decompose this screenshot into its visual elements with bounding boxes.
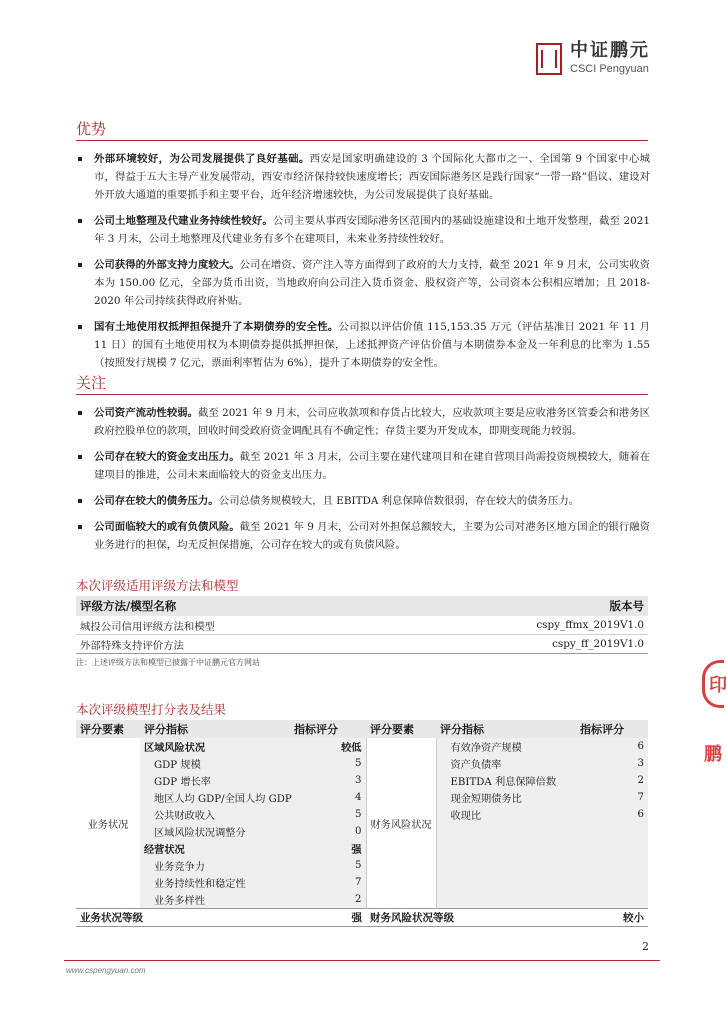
financial-indicator-name: 有效净资产规模 [436, 738, 576, 755]
methods-header-name: 评级方法/模型名称 [76, 596, 392, 616]
concerns-title: 关注 [76, 374, 107, 392]
advantages-title: 优势 [76, 120, 107, 138]
table-row [76, 772, 648, 789]
table-row [76, 891, 648, 909]
indicator-name: 公共财政收入 [140, 806, 290, 823]
financial-indicator-name: 收现比 [436, 806, 576, 823]
bullet-heading: 公司面临较大的或有负债风险。 [94, 521, 240, 533]
table-row [76, 857, 648, 874]
bullet-text: 公司在增资、资产注入等方面得到了政府的大力支持，截至 2021 年 9 月末，公司实收资本为 150.00 亿元，全部为货币出资，当地政府向公司注入货币资金、股权资产等，公司资本公积相应增加；且 2018-2020 年公司持续获得政府补贴。 [94, 259, 651, 307]
indicator-name: 业务多样性 [140, 891, 290, 909]
header-element: 评分要素 [366, 720, 436, 738]
header-indicator: 评分指标 [436, 720, 576, 738]
bullet-text: 截至 2021 年 9 月末，公司对外担保总额较大，主要为公司对港务区地方国企的银行融资业务进行的担保，均无反担保措施，公司存在较大的或有负债风险。 [94, 521, 651, 551]
bullet-item [76, 318, 650, 372]
financial-indicator-name: EBITDA 利息保障倍数 [436, 772, 576, 789]
bullet-text: 西安是国家明确建设的 3 个国际化大都市之一、全国第 9 个国家中心城市，得益于五大主导产业发展带动，西安市经济保持较快速度增长；西安国际港务区是践行国家“一带一路”倡议、建设对外开放大通道的重要抓手和主要平台，近年经济增速较快，为公司发展提供了良好基础。 [94, 153, 650, 201]
bullet-text: 公司总债务规模较大，且 EBITDA 利息保障倍数很弱，存在较大的债务压力。 [218, 495, 580, 507]
bullet-item [76, 150, 650, 204]
indicator-name: GDP 规模 [140, 755, 290, 772]
bullet-heading: 公司资产流动性较弱。 [94, 407, 199, 419]
header-score: 指标评分 [290, 720, 366, 738]
scores-table [76, 720, 648, 927]
totals-row [76, 909, 648, 927]
bullet-heading: 公司土地整理及代建业务持续性较好。 [94, 215, 273, 227]
footer-rule [64, 960, 660, 961]
bullet-item [76, 492, 650, 510]
bullet-text: 公司主要从事西安国际港务区范围内的基础设施建设和土地开发整理，截至 2021 年 3 月末，公司土地整理及代建业务有多个在建项目，未来业务持续性较好。 [94, 215, 651, 245]
methods-caption: 本次评级适用评级方法和模型 [76, 578, 239, 593]
table-row [76, 874, 648, 891]
logo-chinese-name: 中证鹏元 [570, 40, 650, 61]
indicator-name: GDP 增长率 [140, 772, 290, 789]
business-total-value: 强 [290, 909, 366, 927]
bullet-heading: 国有土地使用权抵押担保提升了本期债券的安全性。 [94, 321, 339, 333]
table-row [76, 840, 648, 857]
empty-cell [436, 840, 576, 857]
methods-header-row [76, 596, 648, 616]
bullet-text: 截至 2021 年 9 月末，公司应收款项和存货占比较大，应收款项主要是应收港务区管委会和港务区政府控股单位的款项，回收时间受政府资金调配具有不确定性；存货主要为开发成本，即期变现能力较弱。 [94, 407, 651, 437]
bullet-text: 截至 2021 年 3 月末，公司主要在建代建项目和在建自营项目尚需投资规模较大，随着在建项目的推进，公司未来面临较大的资金支出压力。 [94, 451, 651, 481]
logo-english-name: CSCI Pengyuan [570, 63, 649, 75]
table-row [76, 806, 648, 823]
table-row [76, 755, 648, 772]
bullet-item [76, 256, 650, 310]
empty-cell [436, 857, 576, 874]
methods-table [76, 596, 648, 654]
table-row [76, 823, 648, 840]
financial-indicator-score: 6 [576, 806, 648, 823]
company-logo [536, 42, 650, 75]
table-row [76, 635, 648, 654]
bullet-text: 公司拟以评估价值 115,153.35 万元（评估基准日 2021 年 11 月 11 日）的国有土地使用权为本期债券提供抵押担保，上述抵押资产评估价值与本期债券本金及一年利息的比率为 1.55（按照发行规模 7 亿元，票面利率暂估为 6%），提升了本期债券的安全性。 [94, 321, 650, 369]
empty-cell [576, 840, 648, 857]
seal-stamp-icon: 印 [702, 660, 724, 708]
bullet-heading: 外部环境较好，为公司发展提供了良好基础。 [94, 153, 310, 165]
indicator-name: 业务竞争力 [140, 857, 290, 874]
methods-header-version: 版本号 [392, 596, 648, 616]
footer-url: www.cspengyuan.com [66, 966, 146, 975]
empty-cell [576, 857, 648, 874]
indicator-name: 区域风险状况 [140, 738, 290, 755]
method-version: cspy_ff_2019V1.0 [392, 635, 648, 654]
business-element-cell: 业务状况 [76, 738, 140, 909]
empty-cell [576, 874, 648, 891]
header-element: 评分要素 [76, 720, 140, 738]
concerns-list [76, 404, 650, 562]
empty-cell [436, 891, 576, 909]
indicator-name: 经营状况 [140, 840, 290, 857]
bullet-item [76, 212, 650, 248]
indicator-score: 4 [290, 789, 366, 806]
method-version: cspy_ffmx_2019V1.0 [392, 616, 648, 635]
scores-caption: 本次评级模型打分表及结果 [76, 702, 227, 717]
financial-indicator-score: 3 [576, 755, 648, 772]
table-row [76, 738, 648, 755]
indicator-score: 7 [290, 874, 366, 891]
indicator-score: 较低 [290, 738, 366, 755]
logo-mark-icon [536, 43, 562, 75]
header-score: 指标评分 [576, 720, 648, 738]
financial-total-value: 较小 [576, 909, 648, 927]
business-total-label: 业务状况等级 [76, 909, 290, 927]
financial-total-label: 财务风险状况等级 [366, 909, 576, 927]
bullet-item [76, 518, 650, 554]
bullet-heading: 公司获得的外部支持力度较大。 [94, 259, 240, 271]
header-indicator: 评分指标 [140, 720, 290, 738]
empty-cell [576, 823, 648, 840]
indicator-name: 业务持续性和稳定性 [140, 874, 290, 891]
financial-element-cell: 财务风险状况 [366, 738, 436, 909]
indicator-score: 2 [290, 891, 366, 909]
table-row [76, 616, 648, 635]
financial-indicator-name: 资产负债率 [436, 755, 576, 772]
indicator-score: 5 [290, 806, 366, 823]
bullet-item [76, 448, 650, 484]
indicator-name: 地区人均 GDP/全国人均 GDP [140, 789, 290, 806]
table-row [76, 789, 648, 806]
concerns-rule [76, 394, 648, 395]
indicator-score: 5 [290, 857, 366, 874]
indicator-score: 5 [290, 755, 366, 772]
indicator-score: 强 [290, 840, 366, 857]
indicator-score: 3 [290, 772, 366, 789]
financial-indicator-score: 2 [576, 772, 648, 789]
indicator-score: 0 [290, 823, 366, 840]
financial-indicator-name: 现金短期债务比 [436, 789, 576, 806]
page-number: 2 [642, 940, 649, 953]
bullet-heading: 公司存在较大的资金支出压力。 [94, 451, 240, 463]
method-name: 外部特殊支持评价方法 [76, 635, 392, 654]
bullet-item [76, 404, 650, 440]
seal-stamp-icon: 鹏 [704, 744, 722, 765]
financial-indicator-score: 6 [576, 738, 648, 755]
financial-indicator-score: 7 [576, 789, 648, 806]
indicator-name: 区域风险状况调整分 [140, 823, 290, 840]
bullet-heading: 公司存在较大的债务压力。 [94, 495, 219, 507]
advantages-list [76, 150, 650, 380]
advantages-rule [76, 140, 648, 141]
empty-cell [436, 874, 576, 891]
scores-header-row [76, 720, 648, 738]
methods-note: 注：上述评级方法和模型已披露于中证鹏元官方网站 [76, 658, 260, 667]
empty-cell [576, 891, 648, 909]
method-name: 城投公司信用评级方法和模型 [76, 616, 392, 635]
empty-cell [436, 823, 576, 840]
